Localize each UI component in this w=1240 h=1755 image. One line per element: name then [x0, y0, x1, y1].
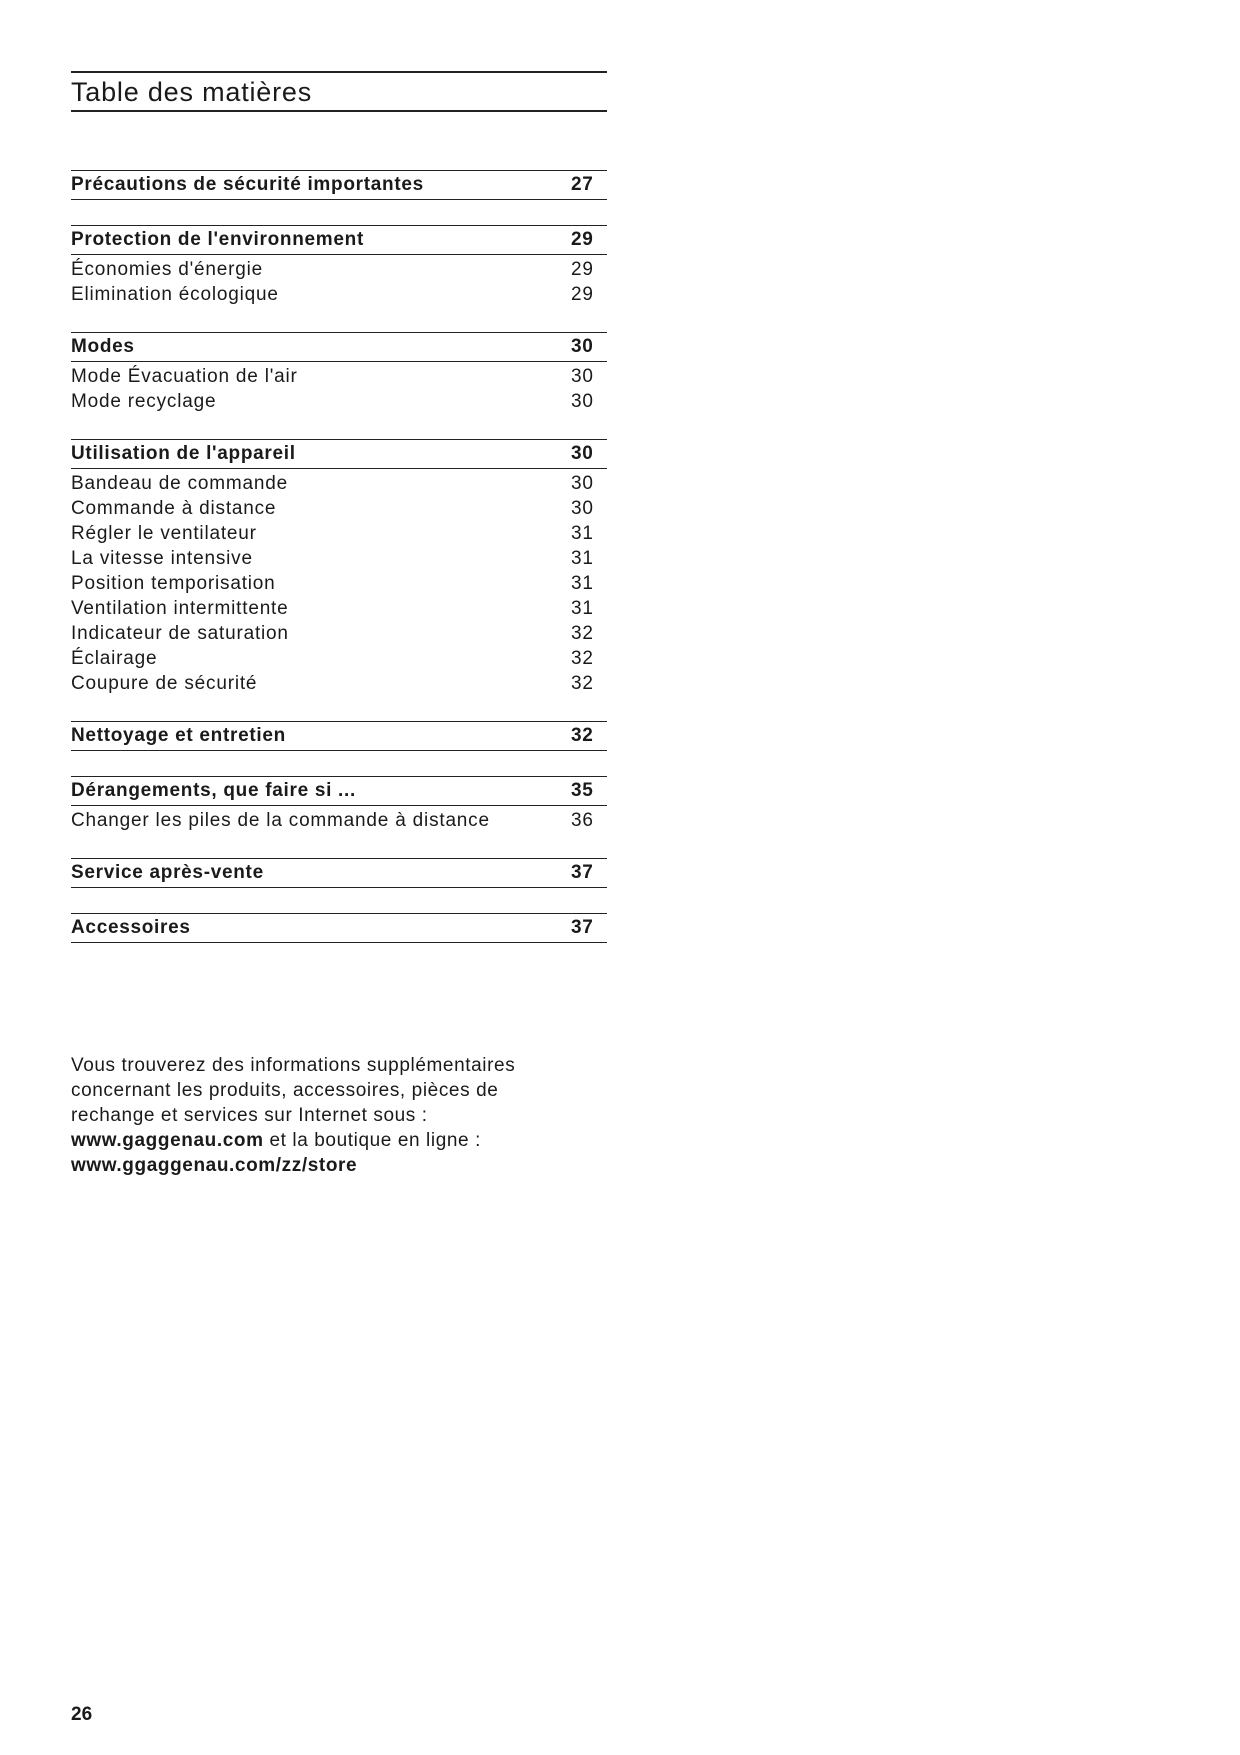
toc-entry[interactable]: [71, 571, 607, 596]
toc-entry[interactable]: [71, 671, 607, 696]
toc-entry-page: 30: [571, 498, 594, 519]
info-line: Vous trouverez des informations supplémentaires: [71, 1055, 516, 1076]
toc-subsection-list: [71, 362, 607, 414]
toc-entry-page: 36: [571, 810, 594, 831]
page-title: Table des matières: [71, 71, 607, 112]
toc-section-title: Accessoires: [71, 917, 191, 938]
toc-section-title: Précautions de sécurité importantes: [71, 174, 424, 195]
toc-entry-page: 29: [571, 284, 594, 305]
toc-section-title: Nettoyage et entretien: [71, 725, 286, 746]
toc-section-title: Service après-vente: [71, 862, 264, 883]
toc-entry[interactable]: [71, 257, 607, 282]
toc-section-heading[interactable]: [71, 776, 607, 806]
toc-entry-page: 32: [571, 648, 594, 669]
toc-entry-label: Mode recyclage: [71, 391, 217, 412]
toc-section-title: Dérangements, que faire si ...: [71, 780, 356, 801]
toc-entry-page: 31: [571, 523, 594, 544]
toc-section-page: 29: [571, 229, 594, 250]
toc-entry[interactable]: [71, 364, 607, 389]
toc-entry-page: 31: [571, 548, 594, 569]
toc-entry-label: Commande à distance: [71, 498, 277, 519]
toc-entry[interactable]: [71, 808, 607, 833]
toc-entry-label: Elimination écologique: [71, 284, 279, 305]
toc-entry-page: 31: [571, 598, 594, 619]
info-line: [71, 1153, 611, 1178]
toc-section-title: Protection de l'environnement: [71, 229, 364, 250]
toc-entry-label: La vitesse intensive: [71, 548, 253, 569]
toc-section-heading[interactable]: [71, 332, 607, 362]
toc-entry-page: 30: [571, 473, 594, 494]
toc-entry-label: Position temporisation: [71, 573, 276, 594]
toc-subsection-list: [71, 806, 607, 833]
toc-subsection-list: [71, 469, 607, 696]
toc-entry-page: 31: [571, 573, 594, 594]
toc-entry-label: Indicateur de saturation: [71, 623, 289, 644]
toc-section: [71, 776, 607, 833]
toc-section: [71, 439, 607, 696]
toc-section-heading[interactable]: [71, 858, 607, 888]
info-paragraph: [71, 1053, 611, 1178]
toc-entry[interactable]: [71, 471, 607, 496]
toc-section-heading[interactable]: [71, 721, 607, 751]
toc-section-page: 37: [571, 917, 594, 938]
toc-entry-label: Éclairage: [71, 648, 158, 669]
toc-entry-label: Bandeau de commande: [71, 473, 288, 494]
toc-section-page: 30: [571, 336, 594, 357]
toc-section-heading[interactable]: [71, 225, 607, 255]
toc-section-page: 30: [571, 443, 594, 464]
toc-entry-label: Changer les piles de la commande à distance: [71, 810, 490, 831]
store-link[interactable]: www.ggaggenau.com/zz/store: [71, 1155, 358, 1176]
info-line: rechange et services sur Internet sous :: [71, 1105, 428, 1126]
toc-entry-page: 30: [571, 366, 594, 387]
toc-entry[interactable]: [71, 546, 607, 571]
toc-section-title: Utilisation de l'appareil: [71, 443, 296, 464]
toc-entry-label: Régler le ventilateur: [71, 523, 257, 544]
toc-entry-page: 32: [571, 623, 594, 644]
toc-section: [71, 721, 607, 751]
toc-entry-page: 32: [571, 673, 594, 694]
toc-subsection-list: [71, 255, 607, 307]
toc-section-page: 27: [571, 174, 594, 195]
toc-section-title: Modes: [71, 336, 135, 357]
info-line: concernant les produits, accessoires, pièces de: [71, 1080, 499, 1101]
table-of-contents: [71, 170, 607, 968]
toc-section: [71, 225, 607, 307]
toc-section-heading[interactable]: [71, 913, 607, 943]
toc-section-page: 35: [571, 780, 594, 801]
page-number: 26: [71, 1704, 93, 1725]
toc-entry[interactable]: [71, 282, 607, 307]
toc-entry[interactable]: [71, 521, 607, 546]
toc-section-heading[interactable]: [71, 170, 607, 200]
website-link[interactable]: www.gaggenau.com: [71, 1130, 264, 1151]
toc-entry-page: 30: [571, 391, 594, 412]
toc-entry-label: Ventilation intermittente: [71, 598, 289, 619]
toc-entry[interactable]: [71, 621, 607, 646]
toc-section-page: 37: [571, 862, 594, 883]
toc-section-heading[interactable]: [71, 439, 607, 469]
toc-entry[interactable]: [71, 596, 607, 621]
info-line: [71, 1128, 611, 1153]
info-text: et la boutique en ligne :: [263, 1130, 481, 1151]
toc-section: [71, 913, 607, 943]
toc-entry-label: Coupure de sécurité: [71, 673, 258, 694]
toc-section: [71, 170, 607, 200]
toc-section: [71, 858, 607, 888]
toc-entry[interactable]: [71, 646, 607, 671]
toc-entry[interactable]: [71, 389, 607, 414]
toc-entry-label: Économies d'énergie: [71, 259, 264, 280]
toc-section: [71, 332, 607, 414]
toc-section-page: 32: [571, 725, 594, 746]
toc-entry[interactable]: [71, 496, 607, 521]
toc-entry-label: Mode Évacuation de l'air: [71, 366, 298, 387]
toc-entry-page: 29: [571, 259, 594, 280]
